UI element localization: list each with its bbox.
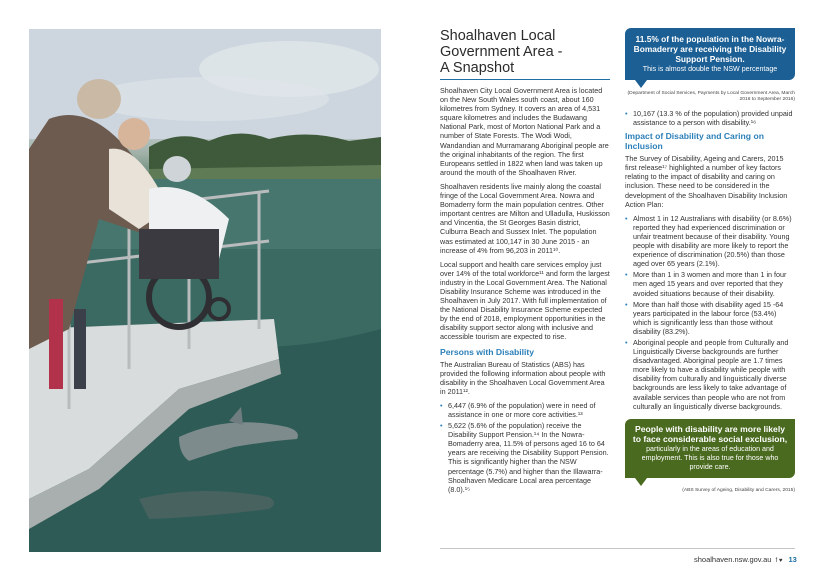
intro-paragraph: Shoalhaven City Local Government Area is located on the New South Wales south coast, about 160 kilometres from Sydney. It covers an area of 4,531 square kilometres and includes the Budawang National Park, most of Morton National Park and a number of State Forests. The Wodi Wodi, Wandandian and Murramarang Aboriginal people are the original inhabitants of the region. The first Europeans settled in 1822 when land was taken up around the mouth of the Shoalhaven River.	[440, 86, 609, 177]
impact-heading: Impact of Disability and Caring on Inclusion	[625, 131, 764, 152]
impact-bullet-list	[625, 214, 795, 411]
list-item: • 10,167 (13.3 % of the population) provided unpaid assistance to a person with disability.¹⁶	[625, 109, 795, 127]
footer-website-link[interactable]: shoalhaven.nsw.gov.au	[694, 555, 772, 564]
list-item: • 6,447 (6.9% of the population) were in need of assistance in one or more core activities.¹³	[440, 401, 610, 419]
pension-callout	[625, 28, 795, 80]
title-line: Government Area -	[440, 44, 563, 60]
social-icons[interactable]: f ♥	[775, 558, 783, 564]
list-item: • 5,622 (5.6% of the population) receive the Disability Support Pension.¹⁴ In the Nowra-Bomaderry area, 11.5% of persons aged 16 to 64 years are receiving the Disability Support Pension. This is significantly higher than the NSW percentage (5.7%) and higher than the Illawarra-Shoalhaven Medicare Local area percentage (8.0).¹⁵	[440, 421, 610, 494]
right-text-column	[625, 28, 795, 494]
callout-tail	[635, 478, 647, 486]
photo-illustration	[29, 29, 381, 552]
page-number: 13	[788, 555, 797, 564]
callout-source: (ABS Survey of Ageing, Disability and Carers, 2015)	[682, 487, 795, 493]
callout-subtext: This is almost double the NSW percentage	[642, 65, 778, 73]
callout-tail	[635, 80, 647, 88]
page-title	[440, 28, 610, 76]
left-text-column	[440, 28, 610, 496]
persons-bullet-list	[440, 401, 610, 494]
title-line: Shoalhaven Local	[440, 28, 556, 44]
callout-subtext: particularly in the areas of education and employment. This is also true for those who provide care.	[641, 444, 779, 471]
persons-paragraph: The Australian Bureau of Statistics (ABS) has provided the following information about people with disability in the Shoalhaven Local Government Area in 2011¹².	[440, 359, 606, 396]
intro-paragraph: Shoalhaven residents live mainly along the coastal fringe of the Local Government Area. Nowra and Bomaderry form the main population centres. Other important centres are Milton and Ulladulla, Huskisson and Vincentia, the St Georges Basin district, Culburra Beach and Sussex Inlet. The population was estimated at 100,147 in 30 June 2015 - an increase of 4% from 96,203 in 2011¹⁰.	[440, 181, 610, 255]
callout-heading: People with disability are more likely to face considerable social exclusion,	[632, 423, 788, 444]
footer-divider	[440, 548, 795, 549]
title-line: A Snapshot	[440, 60, 515, 76]
list-item: • Almost 1 in 12 Australians with disability (or 8.6%) reported they had experienced discrimination or unfair treatment because of their disability. Young people with disability are more likely to report the experience of discrimination (20.5%) than those aged over 65 years (2.1%).	[625, 214, 795, 269]
page-footer	[694, 555, 797, 564]
impact-paragraph: The Survey of Disability, Ageing and Carers, 2015 first release¹⁷ highlighted a number of key factors relating to the impact of disability and caring on inclusion. These need to be considered in the development of the Shoalhaven Disability Inclusion Action Plan:	[625, 154, 788, 209]
callout-heading: 11.5% of the population in the Nowra-Bomaderry are receiving the Disability Support Pension.	[633, 34, 787, 64]
unpaid-bullet-list	[625, 109, 795, 127]
list-item: • Aboriginal people and people from Culturally and Linguistically Diverse backgrounds are further disadvantaged. Aboriginal people are 1.7 times more likely to have a disability while people with disability from culturally and linguistically diverse backgrounds are less likely to take advantage of available services than people who are not from culturally an linguistically diverse backgrounds.	[625, 338, 795, 411]
title-divider	[440, 79, 610, 80]
list-item: • More than half those with disability aged 15 -64 years participated in the labour force (53.4%) which is significantly less than those without disability (83.2%).	[625, 300, 795, 336]
intro-paragraph: Local support and health care services employ just over 14% of the total workforce¹¹ and form the largest industry in the Local Government Area. The National Disability Insurance Scheme was introduced in the Shoalhaven in July 2017. With full implementation of the National Disability Insurance Scheme expected by the end of 2018, employment opportunities in the disability support sector along with inclusive and accessible tourism are expected to rise.	[440, 259, 610, 342]
persons-with-disability-heading: Persons with Disability	[440, 346, 535, 357]
dolphin-boat-photo	[29, 29, 381, 552]
callout-source: (Department of Social Services, Payments by Local Government Area, March 2016 to September 2016)	[627, 91, 795, 102]
exclusion-callout	[625, 419, 795, 478]
list-item: • More than 1 in 3 women and more than 1 in four men aged 15 years and over reported that they avoided situations because of their disability.	[625, 270, 795, 297]
